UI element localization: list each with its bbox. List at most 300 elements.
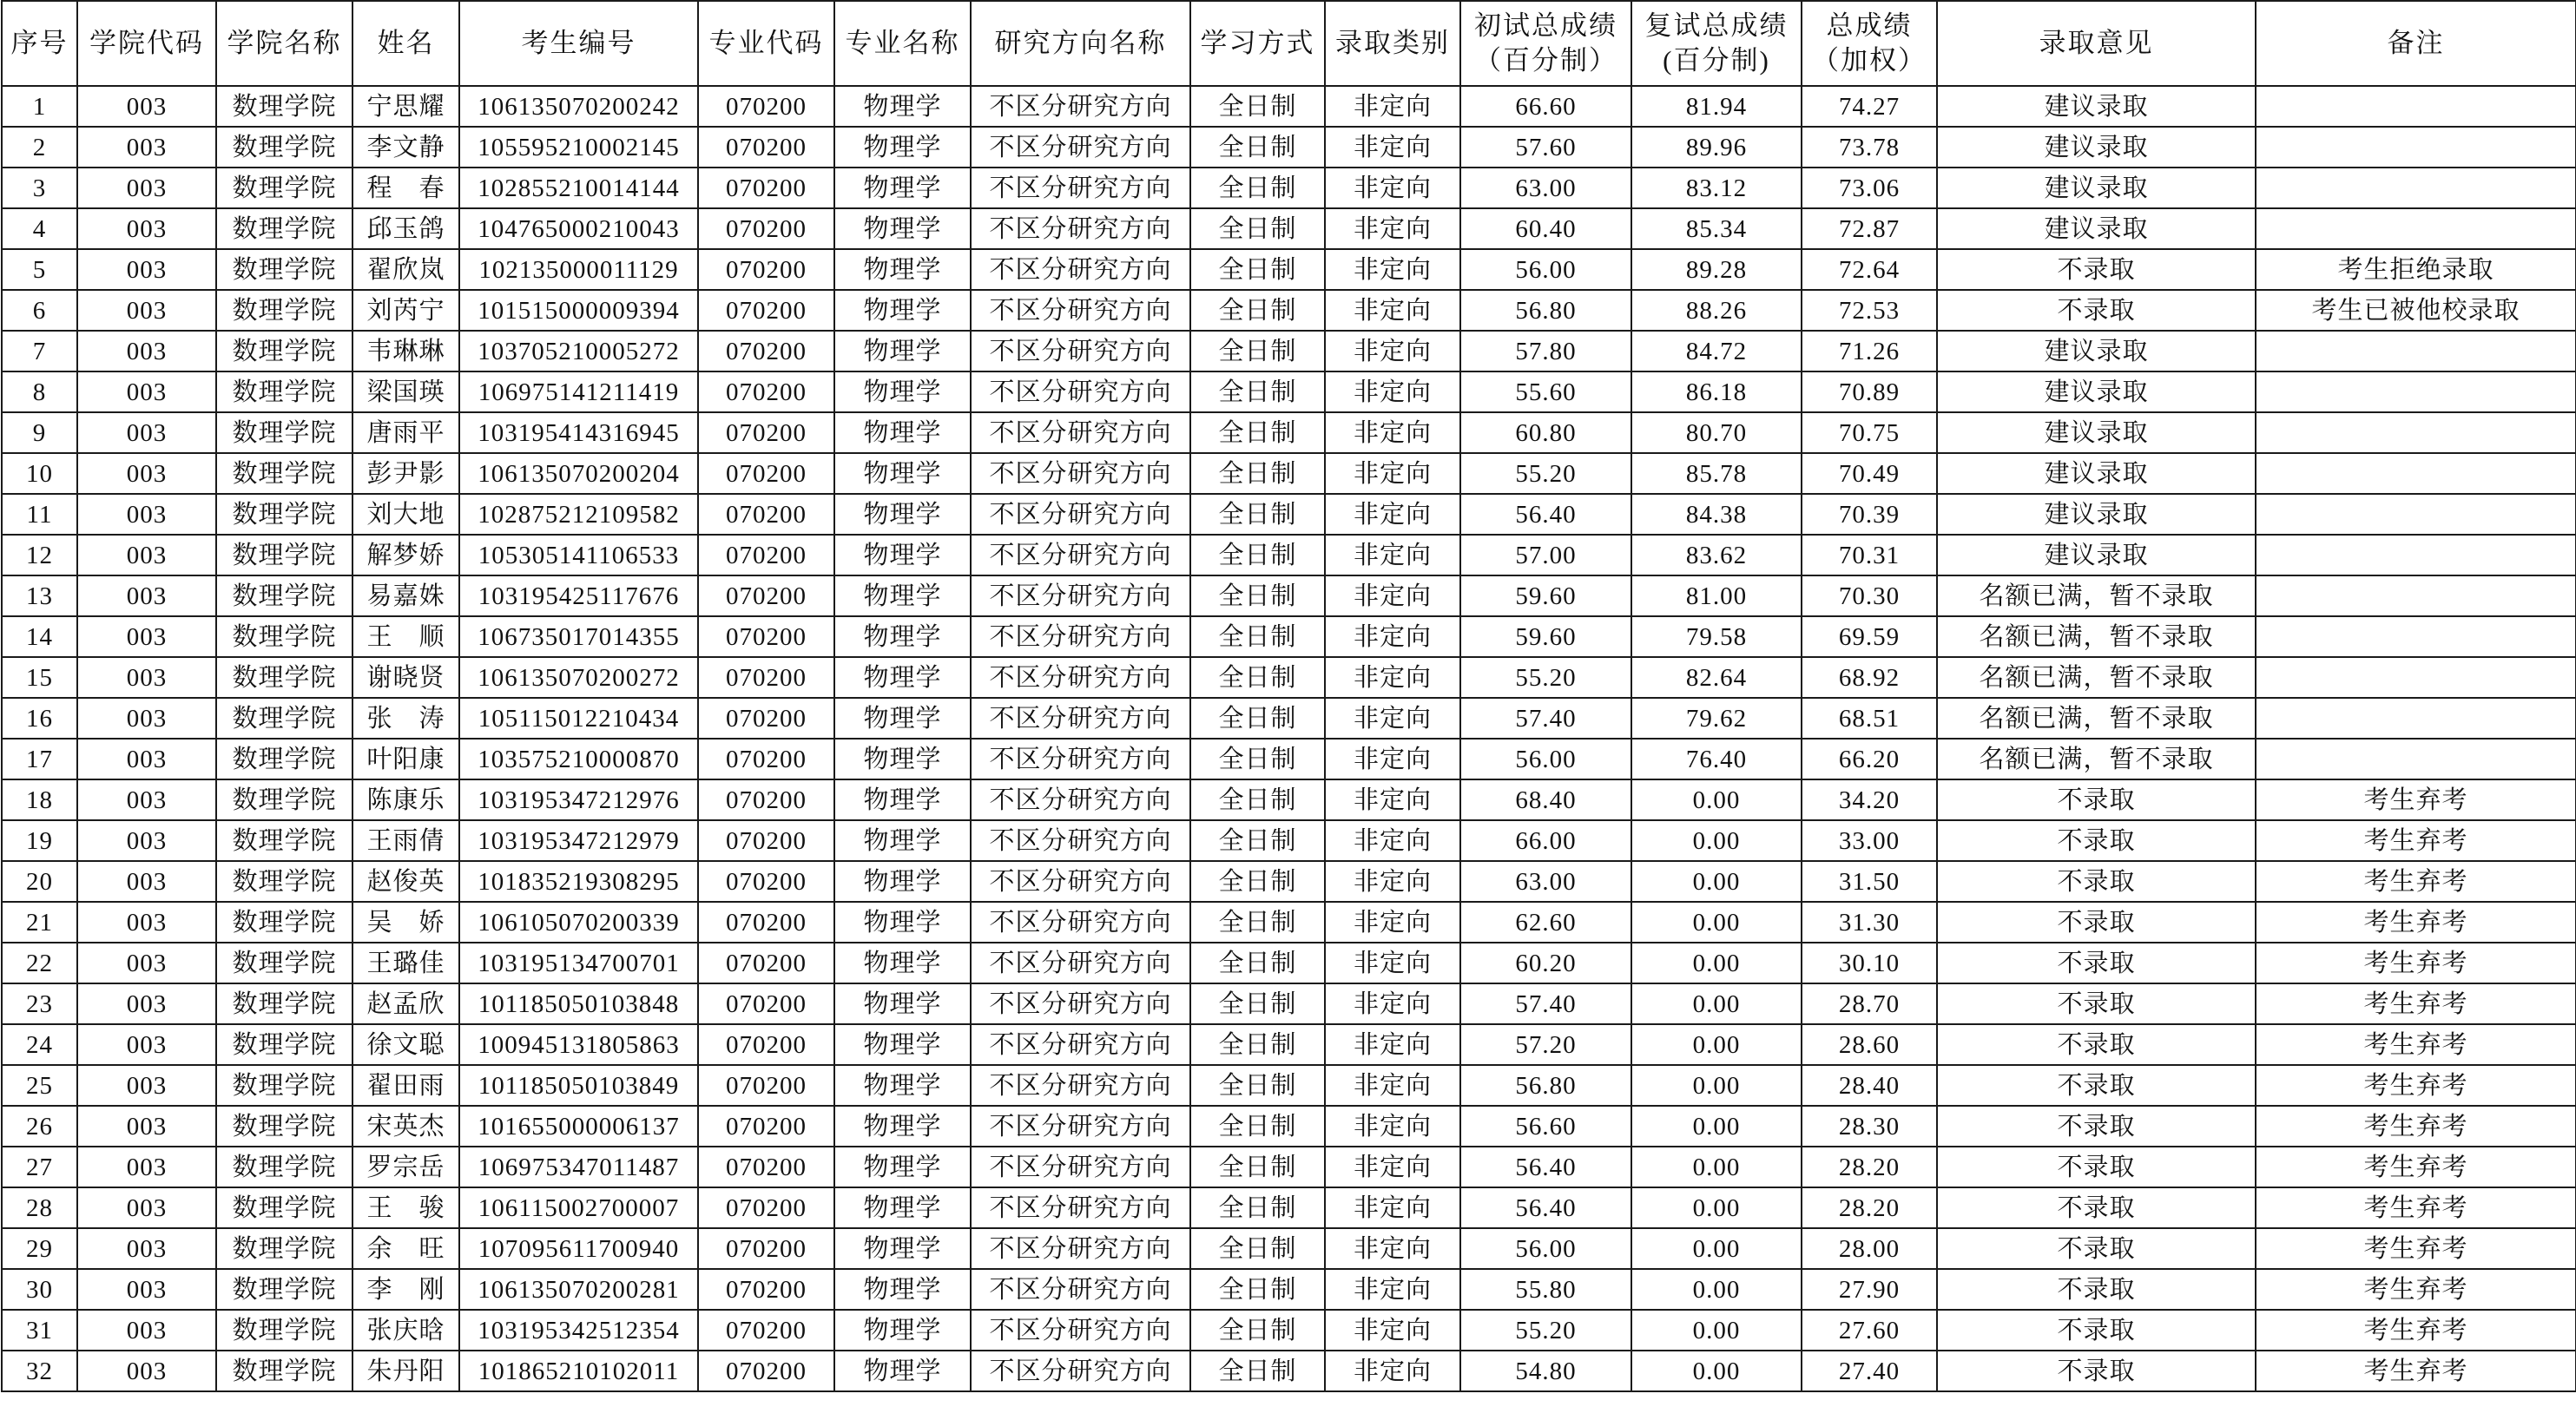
cell-student-name: 赵孟欣 [352, 983, 459, 1024]
cell-college-code: 003 [77, 1351, 216, 1391]
cell-preliminary-score: 56.40 [1460, 494, 1631, 535]
cell-major-code: 070200 [698, 1065, 834, 1106]
cell-major-code: 070200 [698, 1269, 834, 1310]
cell-major-code: 070200 [698, 616, 834, 657]
cell-major-code: 070200 [698, 1024, 834, 1065]
cell-college-code: 003 [77, 657, 216, 698]
cell-college-code: 003 [77, 371, 216, 412]
cell-seq-number: 12 [2, 535, 77, 575]
cell-college-code: 003 [77, 1065, 216, 1106]
cell-retest-score: 79.58 [1631, 616, 1802, 657]
cell-student-name: 罗宗岳 [352, 1147, 459, 1187]
cell-candidate-number: 103195425117676 [459, 575, 698, 616]
cell-research-direction: 不区分研究方向 [971, 1228, 1190, 1269]
cell-college-name: 数理学院 [216, 1310, 352, 1351]
cell-study-mode: 全日制 [1190, 1228, 1325, 1269]
cell-total-score: 72.87 [1802, 208, 1937, 249]
cell-retest-score: 84.72 [1631, 331, 1802, 371]
cell-research-direction: 不区分研究方向 [971, 1269, 1190, 1310]
cell-study-mode: 全日制 [1190, 86, 1325, 127]
cell-college-code: 003 [77, 779, 216, 820]
cell-college-code: 003 [77, 1024, 216, 1065]
cell-admission-opinion: 不录取 [1937, 1310, 2256, 1351]
cell-research-direction: 不区分研究方向 [971, 1024, 1190, 1065]
header-student-name [352, 1, 459, 86]
cell-candidate-number: 106975141211419 [459, 371, 698, 412]
cell-student-name: 梁国瑛 [352, 371, 459, 412]
cell-preliminary-score: 60.80 [1460, 412, 1631, 453]
cell-college-name: 数理学院 [216, 698, 352, 739]
cell-seq-number: 2 [2, 127, 77, 168]
cell-preliminary-score: 57.40 [1460, 983, 1631, 1024]
cell-major-code: 070200 [698, 657, 834, 698]
cell-total-score: 31.30 [1802, 902, 1937, 943]
cell-admission-opinion: 名额已满，暂不录取 [1937, 698, 2256, 739]
cell-total-score: 70.31 [1802, 535, 1937, 575]
cell-student-name: 解梦娇 [352, 535, 459, 575]
table-row [2, 1024, 2576, 1065]
cell-seq-number: 14 [2, 616, 77, 657]
cell-remarks [2256, 657, 2576, 698]
cell-research-direction: 不区分研究方向 [971, 1351, 1190, 1391]
cell-college-name: 数理学院 [216, 371, 352, 412]
cell-candidate-number: 102875212109582 [459, 494, 698, 535]
cell-major-code: 070200 [698, 1228, 834, 1269]
cell-research-direction: 不区分研究方向 [971, 208, 1190, 249]
cell-student-name: 余 旺 [352, 1228, 459, 1269]
cell-preliminary-score: 56.60 [1460, 1106, 1631, 1147]
cell-total-score: 28.40 [1802, 1065, 1937, 1106]
cell-admission-opinion: 建议录取 [1937, 168, 2256, 208]
cell-college-code: 003 [77, 820, 216, 861]
cell-college-name: 数理学院 [216, 494, 352, 535]
cell-retest-score: 86.18 [1631, 371, 1802, 412]
header-major-name-line: 专业名称 [845, 28, 960, 58]
header-student-name-line: 姓名 [377, 28, 435, 58]
cell-admission-opinion: 建议录取 [1937, 371, 2256, 412]
cell-research-direction: 不区分研究方向 [971, 861, 1190, 902]
cell-preliminary-score: 55.20 [1460, 657, 1631, 698]
cell-retest-score: 82.64 [1631, 657, 1802, 698]
header-retest-score-line: (百分制) [1663, 45, 1770, 76]
cell-student-name: 王 骏 [352, 1187, 459, 1228]
cell-admission-type: 非定向 [1325, 127, 1460, 168]
cell-major-code: 070200 [698, 1106, 834, 1147]
table-row [2, 1351, 2576, 1391]
cell-research-direction: 不区分研究方向 [971, 902, 1190, 943]
cell-candidate-number: 102135000011129 [459, 249, 698, 290]
cell-admission-type: 非定向 [1325, 1269, 1460, 1310]
cell-admission-type: 非定向 [1325, 1310, 1460, 1351]
cell-preliminary-score: 57.40 [1460, 698, 1631, 739]
cell-candidate-number: 105305141106533 [459, 535, 698, 575]
cell-student-name: 张 涛 [352, 698, 459, 739]
cell-preliminary-score: 66.00 [1460, 820, 1631, 861]
header-total-score [1802, 1, 1937, 86]
table-row [2, 453, 2576, 494]
cell-candidate-number: 103195347212979 [459, 820, 698, 861]
cell-remarks: 考生弃考 [2256, 1310, 2576, 1351]
cell-student-name: 宁思耀 [352, 86, 459, 127]
cell-seq-number: 31 [2, 1310, 77, 1351]
cell-student-name: 张庆晗 [352, 1310, 459, 1351]
table-row [2, 739, 2576, 779]
cell-admission-opinion: 建议录取 [1937, 127, 2256, 168]
cell-preliminary-score: 63.00 [1460, 861, 1631, 902]
cell-preliminary-score: 57.60 [1460, 127, 1631, 168]
header-preliminary-score-line: 初试总成绩 [1474, 10, 1617, 41]
cell-retest-score: 89.96 [1631, 127, 1802, 168]
cell-student-name: 朱丹阳 [352, 1351, 459, 1391]
cell-study-mode: 全日制 [1190, 902, 1325, 943]
cell-research-direction: 不区分研究方向 [971, 1187, 1190, 1228]
cell-study-mode: 全日制 [1190, 739, 1325, 779]
cell-major-name: 物理学 [834, 168, 971, 208]
header-retest-score [1631, 1, 1802, 86]
cell-college-name: 数理学院 [216, 453, 352, 494]
cell-seq-number: 6 [2, 290, 77, 331]
cell-remarks [2256, 168, 2576, 208]
cell-remarks: 考生弃考 [2256, 983, 2576, 1024]
cell-admission-type: 非定向 [1325, 86, 1460, 127]
cell-research-direction: 不区分研究方向 [971, 331, 1190, 371]
cell-research-direction: 不区分研究方向 [971, 86, 1190, 127]
header-major-name [834, 1, 971, 86]
table-row [2, 1106, 2576, 1147]
cell-student-name: 刘芮宁 [352, 290, 459, 331]
cell-total-score: 28.60 [1802, 1024, 1937, 1065]
cell-total-score: 28.20 [1802, 1187, 1937, 1228]
cell-college-name: 数理学院 [216, 779, 352, 820]
cell-preliminary-score: 56.00 [1460, 249, 1631, 290]
cell-retest-score: 0.00 [1631, 820, 1802, 861]
table-row [2, 208, 2576, 249]
table-row [2, 1065, 2576, 1106]
cell-retest-score: 0.00 [1631, 1106, 1802, 1147]
table-row [2, 861, 2576, 902]
header-admission-type [1325, 1, 1460, 86]
cell-remarks: 考生弃考 [2256, 779, 2576, 820]
cell-research-direction: 不区分研究方向 [971, 1065, 1190, 1106]
cell-remarks [2256, 453, 2576, 494]
table-row [2, 943, 2576, 983]
cell-total-score: 33.00 [1802, 820, 1937, 861]
cell-total-score: 71.26 [1802, 331, 1937, 371]
table-row [2, 779, 2576, 820]
cell-seq-number: 30 [2, 1269, 77, 1310]
cell-college-code: 003 [77, 739, 216, 779]
cell-college-code: 003 [77, 943, 216, 983]
cell-remarks: 考生弃考 [2256, 1024, 2576, 1065]
cell-admission-opinion: 建议录取 [1937, 535, 2256, 575]
cell-college-name: 数理学院 [216, 1187, 352, 1228]
cell-study-mode: 全日制 [1190, 1065, 1325, 1106]
cell-study-mode: 全日制 [1190, 453, 1325, 494]
header-major-code [698, 1, 834, 86]
cell-admission-type: 非定向 [1325, 1147, 1460, 1187]
cell-total-score: 70.49 [1802, 453, 1937, 494]
cell-candidate-number: 103575210000870 [459, 739, 698, 779]
table-row [2, 1310, 2576, 1351]
cell-admission-type: 非定向 [1325, 861, 1460, 902]
cell-total-score: 27.60 [1802, 1310, 1937, 1351]
cell-total-score: 70.39 [1802, 494, 1937, 535]
cell-admission-opinion: 建议录取 [1937, 86, 2256, 127]
cell-candidate-number: 101515000009394 [459, 290, 698, 331]
cell-student-name: 徐文聪 [352, 1024, 459, 1065]
cell-remarks: 考生拒绝录取 [2256, 249, 2576, 290]
cell-preliminary-score: 56.40 [1460, 1187, 1631, 1228]
cell-seq-number: 1 [2, 86, 77, 127]
cell-college-name: 数理学院 [216, 1147, 352, 1187]
admission-table [1, 0, 2576, 1392]
cell-college-name: 数理学院 [216, 331, 352, 371]
cell-total-score: 72.53 [1802, 290, 1937, 331]
cell-college-code: 003 [77, 86, 216, 127]
cell-remarks [2256, 739, 2576, 779]
cell-major-code: 070200 [698, 412, 834, 453]
cell-admission-opinion: 不录取 [1937, 861, 2256, 902]
cell-seq-number: 8 [2, 371, 77, 412]
cell-seq-number: 26 [2, 1106, 77, 1147]
cell-student-name: 王璐佳 [352, 943, 459, 983]
table-row [2, 127, 2576, 168]
cell-college-code: 003 [77, 902, 216, 943]
cell-college-code: 003 [77, 1106, 216, 1147]
cell-research-direction: 不区分研究方向 [971, 983, 1190, 1024]
cell-major-code: 070200 [698, 371, 834, 412]
cell-candidate-number: 106975347011487 [459, 1147, 698, 1187]
cell-retest-score: 0.00 [1631, 943, 1802, 983]
cell-research-direction: 不区分研究方向 [971, 535, 1190, 575]
table-row [2, 1147, 2576, 1187]
cell-retest-score: 83.12 [1631, 168, 1802, 208]
cell-admission-type: 非定向 [1325, 902, 1460, 943]
cell-total-score: 68.51 [1802, 698, 1937, 739]
cell-study-mode: 全日制 [1190, 861, 1325, 902]
cell-college-name: 数理学院 [216, 861, 352, 902]
cell-remarks [2256, 86, 2576, 127]
cell-admission-opinion: 不录取 [1937, 1351, 2256, 1391]
cell-candidate-number: 100945131805863 [459, 1024, 698, 1065]
cell-student-name: 叶阳康 [352, 739, 459, 779]
cell-admission-opinion: 不录取 [1937, 902, 2256, 943]
cell-admission-opinion: 不录取 [1937, 1106, 2256, 1147]
cell-college-code: 003 [77, 249, 216, 290]
cell-remarks: 考生弃考 [2256, 902, 2576, 943]
cell-study-mode: 全日制 [1190, 575, 1325, 616]
cell-admission-opinion: 不录取 [1937, 1228, 2256, 1269]
cell-seq-number: 18 [2, 779, 77, 820]
cell-seq-number: 3 [2, 168, 77, 208]
cell-admission-type: 非定向 [1325, 739, 1460, 779]
cell-major-code: 070200 [698, 1310, 834, 1351]
cell-retest-score: 0.00 [1631, 861, 1802, 902]
table-body [2, 86, 2576, 1391]
cell-preliminary-score: 59.60 [1460, 616, 1631, 657]
table-row [2, 902, 2576, 943]
cell-total-score: 73.78 [1802, 127, 1937, 168]
cell-admission-opinion: 名额已满，暂不录取 [1937, 657, 2256, 698]
cell-total-score: 74.27 [1802, 86, 1937, 127]
header-retest-score-line: 复试总成绩 [1644, 10, 1789, 41]
cell-candidate-number: 101865210102011 [459, 1351, 698, 1391]
cell-college-name: 数理学院 [216, 86, 352, 127]
cell-seq-number: 24 [2, 1024, 77, 1065]
cell-major-code: 070200 [698, 453, 834, 494]
cell-college-code: 003 [77, 1269, 216, 1310]
cell-seq-number: 27 [2, 1147, 77, 1187]
header-study-mode [1190, 1, 1325, 86]
cell-major-name: 物理学 [834, 1106, 971, 1147]
cell-preliminary-score: 56.00 [1460, 739, 1631, 779]
cell-seq-number: 9 [2, 412, 77, 453]
cell-major-name: 物理学 [834, 698, 971, 739]
cell-major-name: 物理学 [834, 575, 971, 616]
cell-college-name: 数理学院 [216, 1024, 352, 1065]
header-admission-opinion-line: 录取意见 [2039, 28, 2154, 58]
cell-seq-number: 32 [2, 1351, 77, 1391]
cell-preliminary-score: 59.60 [1460, 575, 1631, 616]
cell-candidate-number: 103705210005272 [459, 331, 698, 371]
cell-preliminary-score: 60.20 [1460, 943, 1631, 983]
cell-study-mode: 全日制 [1190, 943, 1325, 983]
cell-admission-opinion: 不录取 [1937, 1147, 2256, 1187]
cell-student-name: 陈康乐 [352, 779, 459, 820]
cell-study-mode: 全日制 [1190, 127, 1325, 168]
cell-admission-opinion: 不录取 [1937, 249, 2256, 290]
header-study-mode-line: 学习方式 [1200, 28, 1315, 58]
cell-preliminary-score: 56.40 [1460, 1147, 1631, 1187]
cell-study-mode: 全日制 [1190, 208, 1325, 249]
cell-seq-number: 23 [2, 983, 77, 1024]
cell-study-mode: 全日制 [1190, 1269, 1325, 1310]
cell-preliminary-score: 55.60 [1460, 371, 1631, 412]
cell-research-direction: 不区分研究方向 [971, 575, 1190, 616]
cell-major-code: 070200 [698, 290, 834, 331]
cell-student-name: 刘大地 [352, 494, 459, 535]
cell-college-name: 数理学院 [216, 249, 352, 290]
cell-seq-number: 10 [2, 453, 77, 494]
cell-major-code: 070200 [698, 779, 834, 820]
cell-college-name: 数理学院 [216, 290, 352, 331]
cell-admission-opinion: 不录取 [1937, 1269, 2256, 1310]
cell-research-direction: 不区分研究方向 [971, 249, 1190, 290]
cell-college-code: 003 [77, 698, 216, 739]
cell-retest-score: 88.26 [1631, 290, 1802, 331]
cell-preliminary-score: 55.20 [1460, 1310, 1631, 1351]
table-row [2, 698, 2576, 739]
table-row [2, 616, 2576, 657]
cell-college-code: 003 [77, 168, 216, 208]
header-remarks [2256, 1, 2576, 86]
cell-candidate-number: 103195342512354 [459, 1310, 698, 1351]
cell-retest-score: 80.70 [1631, 412, 1802, 453]
cell-college-code: 003 [77, 861, 216, 902]
cell-remarks: 考生弃考 [2256, 820, 2576, 861]
cell-college-code: 003 [77, 1310, 216, 1351]
cell-study-mode: 全日制 [1190, 1024, 1325, 1065]
cell-candidate-number: 103195134700701 [459, 943, 698, 983]
cell-study-mode: 全日制 [1190, 1351, 1325, 1391]
cell-admission-opinion: 不录取 [1937, 1065, 2256, 1106]
cell-total-score: 28.30 [1802, 1106, 1937, 1147]
cell-major-name: 物理学 [834, 657, 971, 698]
cell-admission-type: 非定向 [1325, 208, 1460, 249]
cell-college-code: 003 [77, 535, 216, 575]
cell-study-mode: 全日制 [1190, 1106, 1325, 1147]
table-row [2, 983, 2576, 1024]
cell-major-name: 物理学 [834, 779, 971, 820]
header-college-code [77, 1, 216, 86]
cell-major-code: 070200 [698, 820, 834, 861]
header-major-code-line: 专业代码 [708, 28, 824, 58]
header-preliminary-score-line: （百分制） [1474, 45, 1617, 76]
cell-remarks: 考生弃考 [2256, 943, 2576, 983]
cell-research-direction: 不区分研究方向 [971, 779, 1190, 820]
cell-student-name: 王 顺 [352, 616, 459, 657]
cell-retest-score: 0.00 [1631, 1310, 1802, 1351]
cell-major-code: 070200 [698, 249, 834, 290]
cell-admission-type: 非定向 [1325, 1024, 1460, 1065]
cell-preliminary-score: 62.60 [1460, 902, 1631, 943]
cell-admission-opinion: 名额已满，暂不录取 [1937, 739, 2256, 779]
cell-candidate-number: 101185050103848 [459, 983, 698, 1024]
cell-major-code: 070200 [698, 1351, 834, 1391]
cell-study-mode: 全日制 [1190, 657, 1325, 698]
cell-college-name: 数理学院 [216, 1269, 352, 1310]
cell-admission-type: 非定向 [1325, 657, 1460, 698]
cell-student-name: 王雨倩 [352, 820, 459, 861]
table-row [2, 1228, 2576, 1269]
cell-preliminary-score: 60.40 [1460, 208, 1631, 249]
cell-preliminary-score: 56.00 [1460, 1228, 1631, 1269]
cell-total-score: 34.20 [1802, 779, 1937, 820]
cell-retest-score: 0.00 [1631, 983, 1802, 1024]
cell-admission-opinion: 不录取 [1937, 290, 2256, 331]
cell-major-code: 070200 [698, 208, 834, 249]
cell-preliminary-score: 57.00 [1460, 535, 1631, 575]
cell-study-mode: 全日制 [1190, 779, 1325, 820]
cell-research-direction: 不区分研究方向 [971, 127, 1190, 168]
cell-preliminary-score: 55.20 [1460, 453, 1631, 494]
cell-candidate-number: 106135070200242 [459, 86, 698, 127]
cell-major-name: 物理学 [834, 1351, 971, 1391]
cell-research-direction: 不区分研究方向 [971, 1310, 1190, 1351]
cell-research-direction: 不区分研究方向 [971, 698, 1190, 739]
cell-study-mode: 全日制 [1190, 168, 1325, 208]
cell-total-score: 28.00 [1802, 1228, 1937, 1269]
cell-retest-score: 0.00 [1631, 1024, 1802, 1065]
cell-admission-type: 非定向 [1325, 1065, 1460, 1106]
cell-major-code: 070200 [698, 86, 834, 127]
cell-research-direction: 不区分研究方向 [971, 168, 1190, 208]
cell-admission-opinion: 不录取 [1937, 1024, 2256, 1065]
table-header-row [2, 1, 2576, 86]
cell-student-name: 宋英杰 [352, 1106, 459, 1147]
cell-remarks: 考生弃考 [2256, 1065, 2576, 1106]
cell-college-code: 003 [77, 331, 216, 371]
cell-major-name: 物理学 [834, 1228, 971, 1269]
cell-admission-opinion: 建议录取 [1937, 453, 2256, 494]
header-college-name-line: 学院名称 [227, 28, 342, 58]
cell-college-name: 数理学院 [216, 535, 352, 575]
cell-candidate-number: 106735017014355 [459, 616, 698, 657]
cell-admission-type: 非定向 [1325, 494, 1460, 535]
cell-student-name: 邱玉鸽 [352, 208, 459, 249]
cell-seq-number: 29 [2, 1228, 77, 1269]
cell-seq-number: 5 [2, 249, 77, 290]
